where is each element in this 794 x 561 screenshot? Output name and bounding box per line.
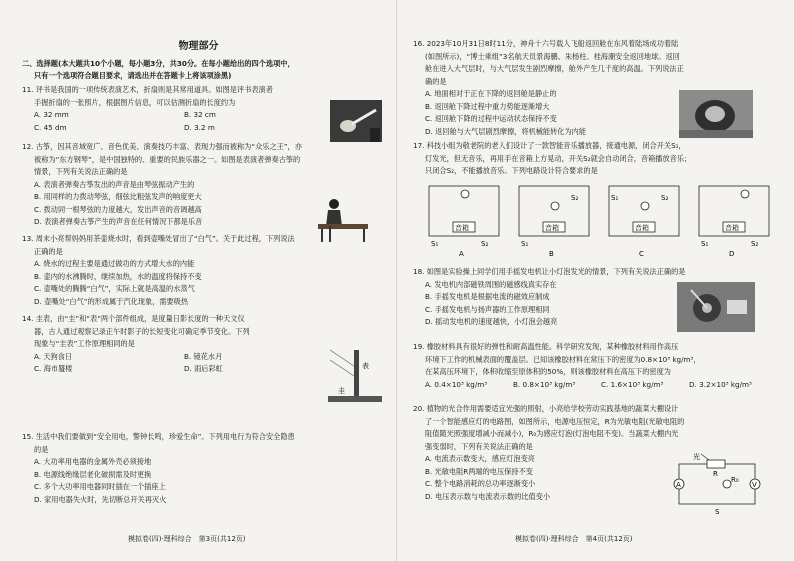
option-a: A. 32 mm: [34, 110, 69, 119]
right-page: [397, 0, 794, 561]
option-a: A. 0.4×10³ kg/m³: [425, 379, 488, 389]
option-d: D. 雨后彩虹: [184, 364, 223, 373]
option-d: D. 返回舱与大气层剧烈摩擦，将机械能转化为内能: [425, 126, 587, 136]
hand-crank-generator-photo: [677, 282, 755, 332]
label-gui: 圭: [338, 387, 345, 395]
question-14: 14. 圭表，由“圭”和“表”两个部件组成，是度量日影长度的一种天文仪 器，古人通过观察记录正午时影子的长短变化可确定季节变化。下列 现象与“圭表”工作原理相同的是 A. 天狗食日 B. 镜花水月 C. 海市蜃楼 D. 雨后彩虹: [22, 313, 382, 376]
label-biao: 表: [362, 362, 369, 370]
option-d: D. 摇动发电机的速度越快，小灯泡会越亮: [425, 317, 558, 326]
page-title: 物理部分: [178, 41, 219, 52]
option-d: D. 电压表示数与电流表示数的比值变小: [425, 491, 551, 501]
option-b: B. 光敏电阻R两端的电压保持不变: [425, 466, 533, 476]
circuit-c: [609, 186, 679, 258]
circuit-label-d: D: [729, 250, 735, 258]
svg-text:S₁: S₁: [701, 240, 709, 248]
svg-text:音箱: 音箱: [455, 224, 469, 232]
option-c: C. 拨动同一根琴弦的力度越大，发出声音的音调越高: [34, 204, 202, 214]
option-c: C. 海市蜃楼: [34, 364, 73, 373]
svg-text:S₂: S₂: [751, 240, 759, 248]
option-b: B. 用同样的力拨动琴弦，细弦比粗弦发声的响度更大: [34, 192, 202, 201]
svg-text:S₁: S₁: [431, 240, 439, 248]
question-15: 15. 生活中我们要做到“安全用电，警钟长鸣，珍爱生命”。下列用电行为符合安全隐患 的是 A. 大功率用电器的金属外壳必须接地 B. 电源线绝缘层老化破损需及时更换 C. 多个大功率用电器同时插在一个插座上 D. 家用电器失火时，先切断总开关再灭火: [22, 431, 382, 506]
option-b: B. 手摇发电机是根据电流的磁效应制成: [425, 292, 550, 301]
svg-text:S₂: S₂: [661, 194, 669, 202]
option-a: A. 天狗食日: [34, 351, 73, 361]
option-c: C. 1.6×10³ kg/m³: [601, 379, 664, 389]
svg-text:S₁: S₁: [521, 240, 529, 248]
question-18: 18. 如图是实验操上同学们用手摇发电机让小灯泡发光的情景，下列有关说法正确的是 A. 发电机内部磁铁周围的磁感线真实存在 B. 手摇发电机是根据电流的磁效应制成 C. 手摇发电机与扬声器的工作原理相同 D. 摇动发电机的速度越快，小灯泡会越亮: [413, 266, 779, 329]
question-11: 11. 评书是我国的一项传统表演艺术，折扇则是其常用道具。如图是评书表演者 手握折扇的一张照片，根据图片信息，可以估测折扇的长度约为 A. 32 mm B. 32 cm C. 45 dm D. 3.2 m: [22, 84, 382, 134]
option-a: A. 地面相对于正在下降的返回舱是静止的: [425, 89, 557, 98]
option-c: C. 手摇发电机与扬声器的工作原理相同: [425, 304, 550, 314]
option-d: D. 壶嘴处“白气”的形成属于汽化现象，需要吸热: [34, 296, 189, 306]
return-capsule-photo: [679, 90, 753, 138]
option-c: C. 壶嘴处的腾腾“白气”，实际上就是高温的水蒸气: [34, 284, 195, 293]
option-c: C. 45 dm: [34, 122, 67, 132]
question-20: 20. 植物的光合作用需要适宜光强的照射，小亮给学校劳动实践基地的蔬菜大棚设计 了一个智能感应灯的电路图，如图所示，电源电压恒定，R为光敏电阻(光敏电阻的 阻值随光照强度增减小而减小)，R₀为感应灯泡(灯泡电阻不变)。当蔬菜大棚内光 强变弱时，下列有关说法正确的是 A. 电流表示数变大，感应灯泡变亮 B. 光敏电阻R两端的电压保持不变 C. 整个电路消耗的总功率逐渐变小 D. 电压表示数与电流表示数的比值变小: [413, 403, 779, 503]
page-footer-4: 模拟卷(四)·理科综合 第4页(共12页): [515, 535, 633, 543]
svg-text:S₂: S₂: [481, 240, 489, 248]
option-a: A. 大功率用电器的金属外壳必须接地: [34, 457, 152, 466]
circuit-d: [699, 186, 769, 258]
label-r0: R₀: [731, 476, 739, 484]
storyteller-fan-photo: [330, 100, 382, 142]
option-b: B. 0.8×10³ kg/m³: [513, 379, 576, 389]
label-r: R: [713, 470, 718, 478]
question-12: 12. 古筝，因其音域宽广、音色优美、演奏技巧丰富、表现力强而被称为“众乐之王”，亦 被称为“东方钢琴”，是中国独特的、重要的民族乐器之一。如图是表演者弹奏古筝的 情景，下列有关说法正确的是 A. 表演者弹奏古筝发出的声音是由琴弦振动产生的 B. 用同样的力拨动琴弦，细弦比粗弦发声的响度更大 C. 拨动同一根琴弦的力度越大，发出声音的音调越高 D. 表演者弹奏古筝产生的声音在任何情况下都是乐音: [22, 141, 382, 229]
question-16: 16. 2023年10月31日8时11分，神舟十六号载人飞船返回舱在东风着陆场成功着陆 (如图所示)，“博士乘组”3名航天员景海鹏、朱杨柱、桂海潮安全返回地球。返回 舱在进入大气层时，与大气层发生剧烈摩擦，舱外产生几千度的高温。下列说法正 确的是 A. 地面相对于正在下降的返回舱是静止的 B. 返回舱下降过程中重力势能逐渐增大 C. 返回舱下降的过程中运动状态保持不变 D. 返回舱与大气层剧烈摩擦，将机械能转化为内能: [413, 38, 779, 138]
circuit-label-c: C: [639, 250, 644, 258]
circuit-options-figure: [425, 180, 781, 258]
option-b: B. 32 cm: [184, 110, 216, 119]
label-voltmeter: V: [752, 481, 757, 489]
section-heading: 二、选择题(本大题共10个小题，每小题3分，共30分。在每小题给出的四个选项中， 只有一个选项符合题目要求，请选出并在答题卡上将该项涂黑): [22, 59, 295, 80]
svg-text:音箱: 音箱: [635, 224, 649, 232]
option-a: A. 电流表示数变大，感应灯泡变亮: [425, 454, 535, 463]
question-19: 19. 橡胶材料具有很好的弹性和耐高温性能。科学研究发现，某种橡胶材料用作高压 环境下工作的机械表面的覆盖层。已知该橡胶材料在常压下的密度为0.8×10³ kg/m³， 在某高压环境下，体积收缩至原体积的50%，则该橡胶材料在高压下的密度为 A. 0.4×10³ kg/m³ B. 0.8×10³ kg/m³ C. 1.6×10³ kg/m³ D. 3.2×10³ kg/m³: [413, 341, 779, 391]
label-switch: S: [715, 508, 720, 516]
light-sensor-circuit-figure: [667, 452, 767, 516]
circuit-b: [519, 186, 589, 258]
option-b: B. 镜花水月: [184, 351, 223, 361]
option-d: D. 3.2 m: [184, 122, 215, 132]
circuit-a: [429, 186, 499, 258]
guibiao-sundial-figure: [324, 346, 384, 408]
circuit-label-b: B: [549, 250, 554, 258]
option-d: D. 家用电器失火时，先切断总开关再灭火: [34, 494, 167, 504]
option-b: B. 壶内的水沸腾时，继续加热，水的温度将保持不变: [34, 271, 202, 281]
page-footer-3: 模拟卷(四)·理科综合 第3页(共12页): [128, 535, 246, 543]
svg-text:S₁: S₁: [611, 194, 619, 202]
option-c: C. 整个电路消耗的总功率逐渐变小: [425, 479, 536, 488]
option-a: A. 烧水的过程主要是通过做功的方式增大水的内能: [34, 259, 195, 268]
label-ammeter: A: [676, 481, 681, 489]
circuit-label-a: A: [459, 250, 464, 258]
option-a: A. 表演者弹奏古筝发出的声音是由琴弦振动产生的: [34, 179, 195, 189]
option-d: D. 表演者弹奏古筝产生的声音在任何情况下都是乐音: [34, 217, 203, 226]
option-b: B. 返回舱下降过程中重力势能逐渐增大: [425, 101, 550, 111]
label-light: 光: [693, 453, 700, 461]
question-17: 17. 科技小组为敬老院的老人们设计了一款智能音乐播放器，接通电源，闭合开关S₁， 灯发光，但无音乐，再用手在音箱上方晃动，开关S₂就会自动闭合，音箱播放音乐； 只闭合S₂，不能播放音乐。下列电路设计符合要求的是: [413, 141, 692, 175]
svg-text:S₂: S₂: [571, 194, 579, 202]
option-b: B. 电源线绝缘层老化破损需及时更换: [34, 469, 152, 479]
question-13: 13. 周末小亮帮妈妈用茶壶烧水时，看到壶嘴处冒出了“白气”。关于此过程，下列说法 正确的是 A. 烧水的过程主要是通过做功的方式增大水的内能 B. 壶内的水沸腾时，继续加热，水的温度将保持不变 C. 壶嘴处的腾腾“白气”，实际上就是高温的水蒸气 D. 壶嘴处“白气”的形成属于汽化现象，需要吸热: [22, 233, 382, 308]
option-a: A. 发电机内部磁铁周围的磁感线真实存在: [425, 279, 557, 289]
option-c: C. 多个大功率用电器同时插在一个插座上: [34, 482, 166, 491]
svg-text:音箱: 音箱: [545, 224, 559, 232]
option-c: C. 返回舱下降的过程中运动状态保持不变: [425, 114, 557, 123]
option-d: D. 3.2×10³ kg/m³: [689, 379, 752, 389]
svg-text:音箱: 音箱: [725, 224, 739, 232]
